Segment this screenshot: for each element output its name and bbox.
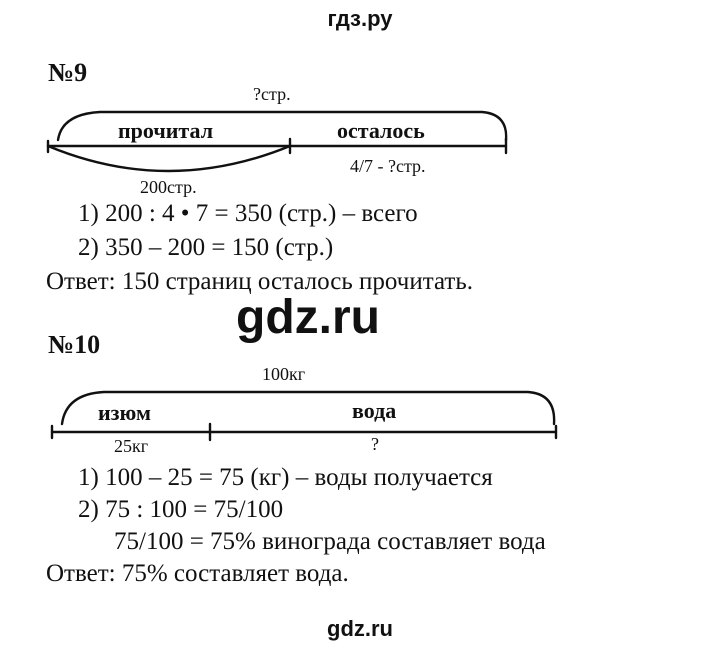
problem-10-total-label: 100кг: [262, 364, 306, 384]
problem-10-answer: Ответ: 75% составляет вода.: [46, 560, 349, 587]
watermark: gdz.ru: [236, 291, 380, 344]
site-footer: gdz.ru: [327, 616, 393, 641]
problem-10-step-1: 1) 100 – 25 = 75 (кг) – воды получается: [78, 464, 493, 491]
problem-10-below-right: ?: [371, 434, 379, 454]
site-header: гдз.ру: [327, 6, 393, 31]
problem-9-segment-left: прочитал: [118, 118, 214, 143]
problem-9-step-2: 2) 350 – 200 = 150 (стр.): [78, 234, 334, 261]
problem-10-below-left: 25кг: [114, 436, 149, 456]
problem-10-step-3: 75/100 = 75% винограда составляет вода: [114, 528, 546, 555]
problem-9-number: №9: [48, 58, 88, 87]
problem-9-step-1: 1) 200 : 4 • 7 = 350 (стр.) – всего: [78, 200, 418, 227]
problem-10-segment-right: вода: [352, 398, 397, 423]
problem-9-segment-right: осталось: [337, 118, 425, 143]
problem-9-below-left: 200стр.: [140, 177, 197, 197]
problem-9-answer: Ответ: 150 страниц осталось прочитать.: [46, 268, 473, 295]
problem-9-total-label: ?стр.: [253, 84, 291, 104]
problem-10-number: №10: [48, 330, 101, 359]
problem-9-below-right: 4/7 - ?стр.: [350, 156, 426, 176]
problem-10-step-2: 2) 75 : 100 = 75/100: [78, 496, 284, 523]
problem-10-segment-left: изюм: [98, 400, 152, 425]
